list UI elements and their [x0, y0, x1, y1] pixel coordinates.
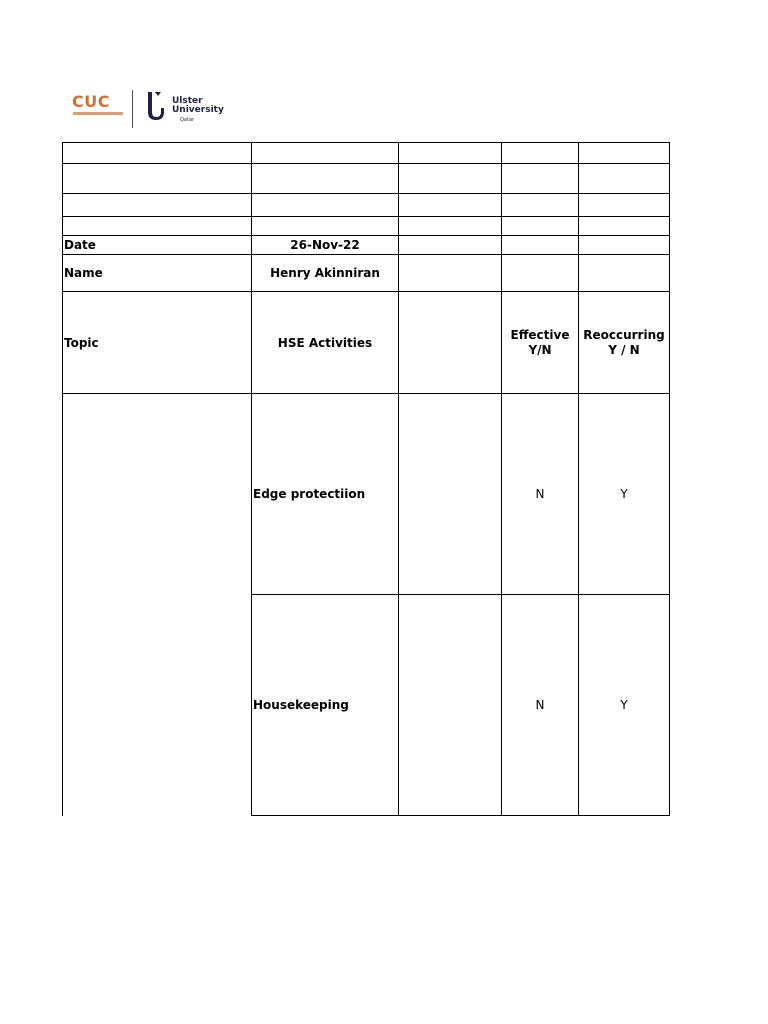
cell [502, 236, 579, 255]
qatar-logo-text: Qatar [180, 117, 195, 123]
cell [502, 255, 579, 292]
effective-cell: N [502, 394, 579, 595]
cell [399, 194, 502, 217]
hse-activities-header: HSE Activities [252, 292, 399, 394]
logo [72, 88, 228, 130]
cell [252, 143, 399, 164]
ulster-logo-text: Ulster University [172, 96, 224, 115]
table-row [63, 164, 670, 194]
hse-activities-table [62, 142, 670, 816]
cell [63, 194, 252, 217]
name-value: Henry Akinniran [252, 255, 399, 292]
cell [399, 164, 502, 194]
cell [399, 143, 502, 164]
date-label: Date [63, 236, 252, 255]
table-row [63, 194, 670, 217]
reoccurring-header: Reoccurring Y / N [579, 292, 670, 394]
cell [63, 143, 252, 164]
cell [399, 394, 502, 595]
ulster-u-icon [144, 92, 166, 122]
logo-divider [132, 90, 133, 128]
topic-header: Topic [63, 292, 252, 394]
cell [63, 164, 252, 194]
cell [399, 595, 502, 816]
cell [399, 292, 502, 394]
cell [252, 217, 399, 236]
cell [252, 164, 399, 194]
cuc-logo-text: CUC [72, 92, 110, 111]
activity-cell: Edge protectiion [252, 394, 399, 595]
cell [502, 217, 579, 236]
cell [579, 194, 670, 217]
header-row [63, 292, 670, 394]
cell [63, 217, 252, 236]
cell [399, 255, 502, 292]
reoccurring-cell: Y [579, 595, 670, 816]
effective-cell: N [502, 595, 579, 816]
cell [579, 217, 670, 236]
cell [502, 143, 579, 164]
cell [399, 217, 502, 236]
cell [502, 164, 579, 194]
date-value: 26-Nov-22 [252, 236, 399, 255]
cell [579, 164, 670, 194]
cell [502, 194, 579, 217]
cell [579, 255, 670, 292]
effective-header: Effective Y/N [502, 292, 579, 394]
table-row [63, 217, 670, 236]
topic-cell [63, 394, 252, 816]
cell [579, 143, 670, 164]
cell [252, 194, 399, 217]
table-row [63, 394, 670, 595]
cell [579, 236, 670, 255]
name-label: Name [63, 255, 252, 292]
name-row [63, 255, 670, 292]
activity-cell: Housekeeping [252, 595, 399, 816]
cell [399, 236, 502, 255]
date-row [63, 236, 670, 255]
reoccurring-cell: Y [579, 394, 670, 595]
table-row [63, 143, 670, 164]
cuc-logo-tagline-bar [73, 112, 123, 115]
